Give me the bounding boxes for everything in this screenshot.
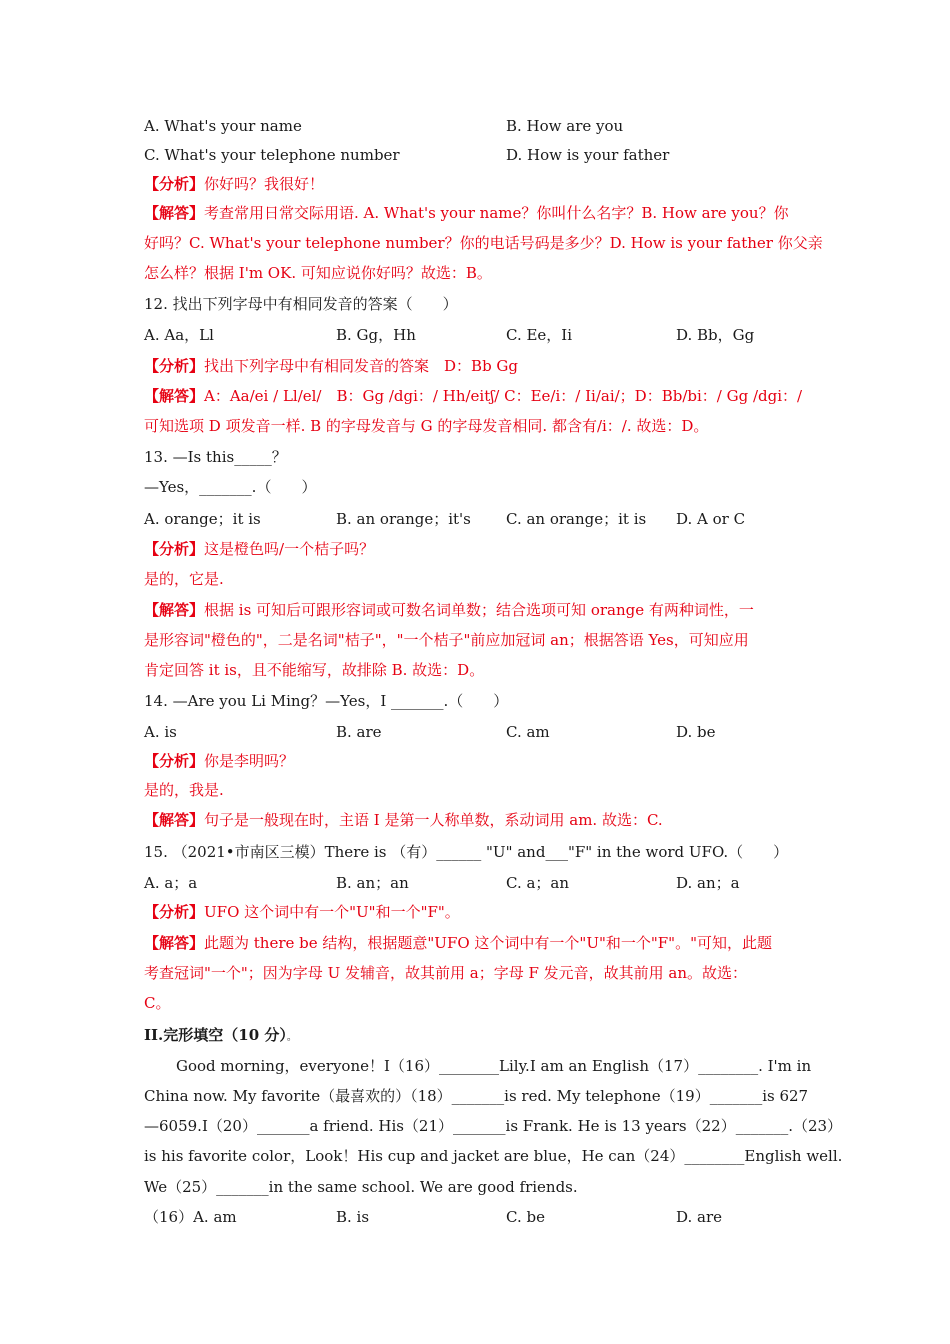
q11-answer-line3: 怎么样？根据 I'm OK. 可知应说你好吗？故选：B。 <box>144 264 492 282</box>
q13-analysis-line1 <box>144 539 806 559</box>
q11-analysis <box>144 174 806 194</box>
q12-answer-line2: 可知选项 D 项发音一样. B 的字母发音与 G 的字母发音相同. 都含有/i：/. 故选：D。 <box>144 417 709 435</box>
answer-text: A：Aa/ei / Ll/el/ B：Gg /dgi：/ Hh/eitʃ/ C：Ee/i：/ Ii/ai/；D：Bb/bi：/ Gg /dgi：/ <box>204 387 803 405</box>
analysis-text: 你是李明吗？ <box>204 752 295 770</box>
q14-answer-line1 <box>144 810 806 830</box>
analysis-tag: 【分析】 <box>144 357 205 375</box>
q14-option-b: B. are <box>336 723 382 741</box>
analysis-text: 找出下列字母中有相同发音的答案 D：Bb Gg <box>204 357 519 375</box>
analysis-tag: 【分析】 <box>144 540 205 558</box>
section-title: II.完形填空（10 分） <box>144 1026 287 1044</box>
cloze-line4: is his favorite color，Look！His cup and jacket are blue，He can（24）________English well. <box>144 1147 843 1165</box>
answer-tag: 【解答】 <box>144 204 205 222</box>
cloze-line1: Good morning，everyone！I（16）________Lily.I am an English（17）________. I'm in <box>176 1057 812 1075</box>
q13-option-c: C. an orange；it is <box>506 510 647 528</box>
answer-text: 考查常用日常交际用语. A. What's your name？你叫什么名字？B. How are you？你 <box>204 204 789 222</box>
q13-option-d: D. A or C <box>676 510 746 528</box>
answer-tag: 【解答】 <box>144 601 205 619</box>
cloze-line3: —6059.I（20）_______a friend. His（21）_______is Frank. He is 13 years（22）_______.（23） <box>144 1117 843 1135</box>
q12-answer-line1 <box>144 386 806 406</box>
q11-answer-line2: 好吗？C. What's your telephone number？你的电话号码是多少？D. How is your father 你父亲 <box>144 234 823 252</box>
q15-option-d: D. an；a <box>676 874 740 892</box>
analysis-text: 这是橙色吗/一个桔子吗？ <box>204 540 375 558</box>
q16-option-b: B. is <box>336 1208 370 1226</box>
q13-answer-line2: 是形容词"橙色的"，二是名词"桔子"，"一个桔子"前应加冠词 an；根据答语 Yes，可知应用 <box>144 631 749 649</box>
answer-text: 此题为 there be 结构，根据题意"UFO 这个词中有一个"U"和一个"F"。"可知，此题 <box>204 934 772 952</box>
answer-tag: 【解答】 <box>144 811 205 829</box>
answer-text: 句子是一般现在时，主语 I 是第一人称单数，系动词用 am. 故选：C. <box>204 811 663 829</box>
section-heading <box>144 1025 806 1048</box>
q15-stem: 15. （2021•市南区三模）There is （有）______ "U" and___"F" in the word UFO.（ ） <box>144 843 789 861</box>
section-mark: 。 <box>286 1032 297 1043</box>
q13-answer-line3: 肯定回答 it is，且不能缩写，故排除 B. 故选：D。 <box>144 661 485 679</box>
q15-analysis <box>144 902 806 922</box>
q11-option-a: A. What's your name <box>144 117 302 135</box>
q11-option-b: B. How are you <box>506 117 624 135</box>
q15-answer-line2: 考查冠词"一个"；因为字母 U 发辅音，故其前用 a；字母 F 发元音，故其前用 an。故选： <box>144 964 748 982</box>
q15-answer-line3: C。 <box>144 994 171 1012</box>
q12-analysis <box>144 356 806 376</box>
q15-option-c: C. a；an <box>506 874 570 892</box>
cloze-line2: China now. My favorite（最喜欢的）（18）_______is red. My telephone（19）_______is 627 <box>144 1087 809 1105</box>
q14-option-d: D. be <box>676 723 716 741</box>
q12-option-a: A. Aa，Ll <box>144 326 214 344</box>
analysis-text: 你好吗？我很好！ <box>204 175 325 193</box>
analysis-tag: 【分析】 <box>144 175 205 193</box>
q13-option-b: B. an orange；it's <box>336 510 471 528</box>
q14-stem: 14. —Are you Li Ming？—Yes，I _______.（ ） <box>144 692 509 710</box>
q14-option-c: C. am <box>506 723 550 741</box>
q14-option-a: A. is <box>144 723 177 741</box>
q12-option-b: B. Gg，Hh <box>336 326 416 344</box>
q12-option-d: D. Bb，Gg <box>676 326 755 344</box>
answer-tag: 【解答】 <box>144 934 205 952</box>
analysis-tag: 【分析】 <box>144 752 205 770</box>
q11-answer-line1 <box>144 203 806 223</box>
q13-option-a: A. orange；it is <box>144 510 261 528</box>
q16-option-d: D. are <box>676 1208 723 1226</box>
cloze-line5: We（25）_______in the same school. We are good friends. <box>144 1178 578 1196</box>
q15-option-a: A. a；a <box>144 874 198 892</box>
q13-stem2: —Yes，_______.（ ） <box>144 478 317 496</box>
answer-tag: 【解答】 <box>144 387 205 405</box>
q14-analysis-line1 <box>144 751 806 771</box>
q11-option-c: C. What's your telephone number <box>144 146 400 164</box>
analysis-text: UFO 这个词中有一个"U"和一个"F"。 <box>204 903 460 921</box>
q15-answer-line1 <box>144 933 806 953</box>
q12-stem: 12. 找出下列字母中有相同发音的答案（ ） <box>144 295 458 313</box>
answer-text: 根据 is 可知后可跟形容词或可数名词单数；结合选项可知 orange 有两种词性，一 <box>204 601 754 619</box>
q15-option-b: B. an；an <box>336 874 409 892</box>
q16-option-a: （16）A. am <box>144 1208 237 1226</box>
q16-option-c: C. be <box>506 1208 545 1226</box>
analysis-tag: 【分析】 <box>144 903 205 921</box>
q12-option-c: C. Ee，Ii <box>506 326 573 344</box>
q13-stem1: 13. —Is this_____？ <box>144 448 287 466</box>
q13-answer-line1 <box>144 600 806 620</box>
q14-analysis-line2: 是的，我是. <box>144 781 224 799</box>
q11-option-d: D. How is your father <box>506 146 670 164</box>
q13-analysis-line2: 是的，它是. <box>144 570 224 588</box>
